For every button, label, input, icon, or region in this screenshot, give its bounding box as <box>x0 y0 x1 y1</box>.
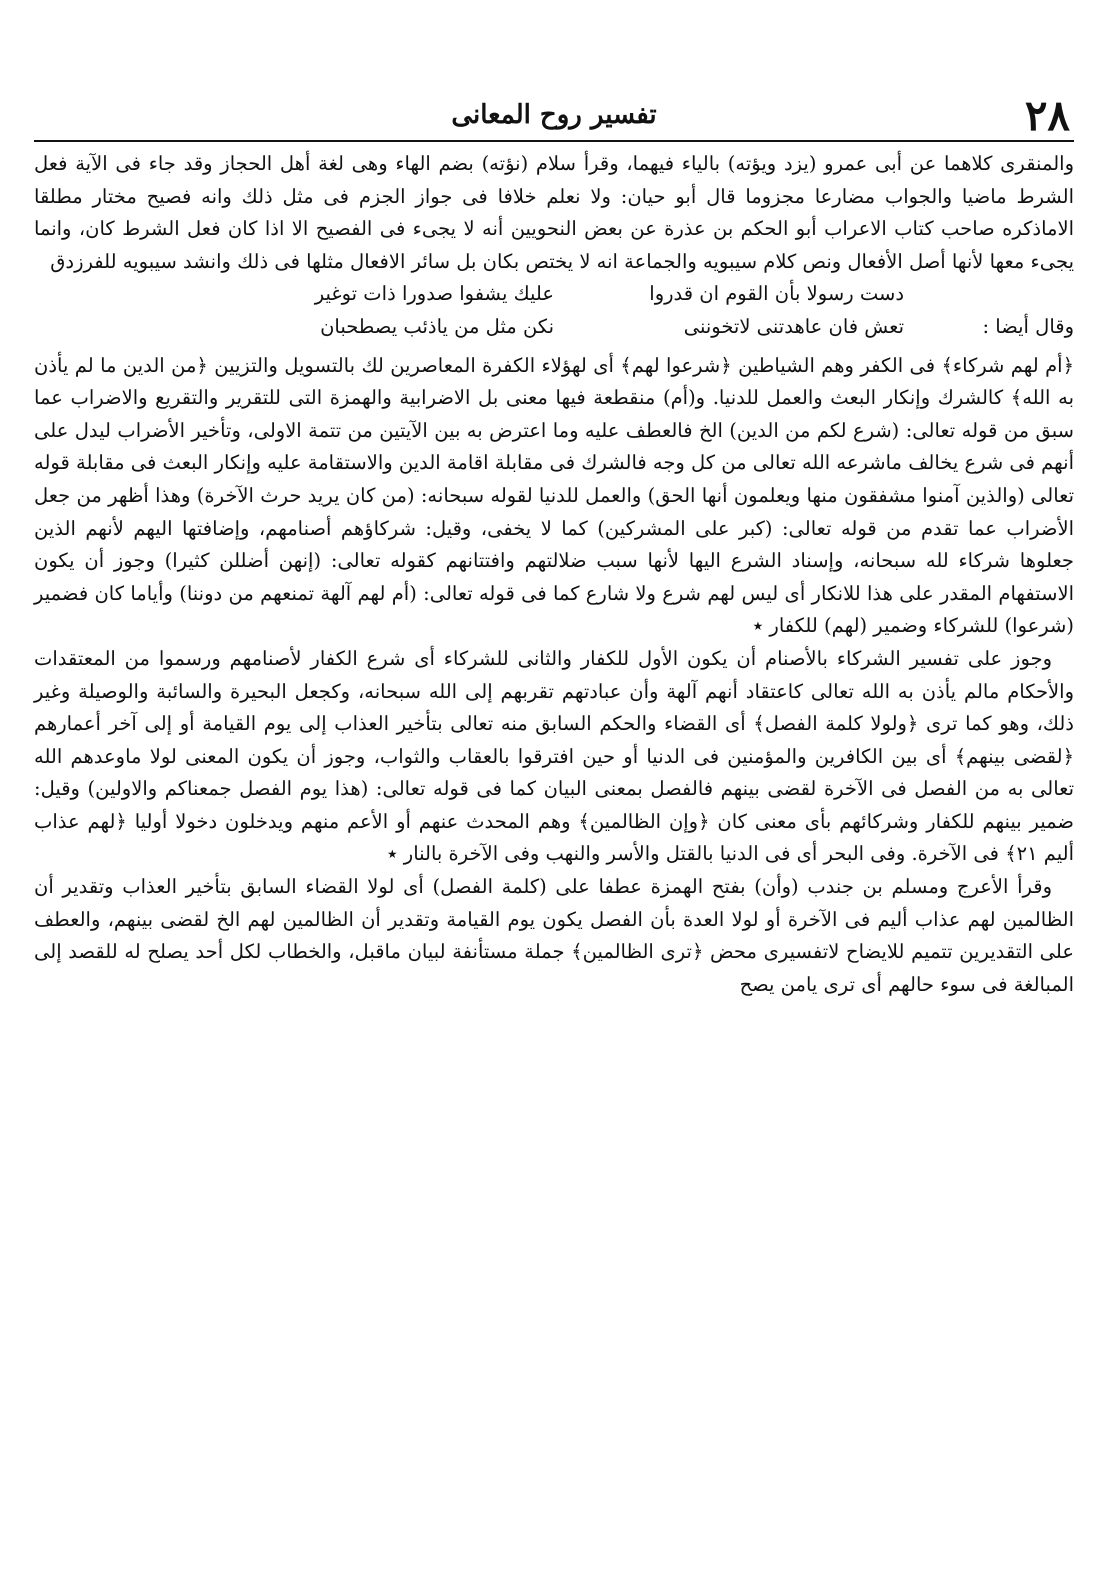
verse-first-hemistich: تعش فان عاهدتنى لاتخوننى <box>683 314 904 338</box>
verse-second-hemistich: عليك يشفوا صدورا ذات توغير <box>314 282 554 306</box>
paragraph-idols-interpretation: وجوز على تفسير الشركاء بالأصنام أن يكون الأول للكفار والثانى للشركاء أى شرع الكفار لأصنامهم ورسموا من المعتقدات والأحكام مالم يأذن به الله تعالى كاعتقاد أنهم آلهة وأن عبادتهم تقربهم إلى الله سبحانه، وكجعل البحيرة والسائبة والوصيلة وغير ذلك، وهو كما ترى ﴿ولولا كلمة الفصل﴾ أى القضاء والحكم السابق منه تعالى بتأخير العذاب إلى يوم القيامة أو إلى آخر أعمارهم ﴿لقضى بينهم﴾ أى بين الكافرين والمؤمنين فى الدنيا أو حين افترقوا بالعقاب والثواب، وجوز أن يكون المعنى لولا ماوعدهم الله تعالى به من الفصل فى الآخرة لقضى بينهم فالفصل بمعنى البيان كما فى قوله تعالى: (هذا يوم الفصل جمعناكم والاولين) وقيل: ضمير بينهم للكفار وشركائهم بأى معنى كان ﴿وإن الظالمين﴾ وهم المحدث عنهم أو الأعم منهم ويدخلون دخولا أوليا ﴿لهم عذاب أليم ٢١﴾ فى الآخرة. وفى البحر أى فى الدنيا بالقتل والأسر والنهب وفى الآخرة بالنار ٭ <box>34 646 1074 866</box>
book-page <box>34 92 1074 1552</box>
paragraph-grammar-discussion: والمنقرى كلاهما عن أبى عمرو (يزد ويؤته) بالياء فيهما، وقرأ سلام (نؤته) بضم الهاء وهى لغة أهل الحجاز وقد جاء فى الآية فعل الشرط ماضيا والجواب مضارعا مجزوما قال أبو حيان: ولا نعلم خلافا فى جواز الجزم فى مثل ذلك وانه فصيح مختار مطلقا الاماذكره صاحب كتاب الاعراب أبو الحكم بن عذرة عن بعض النحويين أنه لا يجىء فى الفصيح الا اذا كان فعل الشرط كان، وانما يجىء معها لأنها أصل الأفعال ونص كلام سيبويه والجماعة انه لا يختص بكان بل سائر الافعال مثلها فى ذلك وانشد سيبويه للفرزدق <box>34 152 1074 273</box>
page-number: ٢٨ <box>1024 91 1070 140</box>
verse-intro: وقال أيضا : <box>982 314 1074 338</box>
paragraph-variant-reading: وقرأ الأعرج ومسلم بن جندب (وأن) بفتح الهمزة عطفا على (كلمة الفصل) أى لولا القضاء السابق بتأخير العذاب وتقدير أن الظالمين لهم عذاب أليم فى الآخرة أو لولا العدة بأن الفصل يكون يوم القيامة وتقدير أن الظالمين لهم الخ لقضى بينهم، والعطف على التقديرين تتميم للايضاح لاتفسيرى محض ﴿ترى الظالمين﴾ جملة مستأنفة لبيان ماقبل، والخطاب لكل أحد يصلح له للقصد إلى المبالغة فى سوء حالهم أى ترى يامن يصح <box>34 875 1074 996</box>
poem-verse <box>34 278 1074 311</box>
verse-second-hemistich: نكن مثل من ياذئب يصطحبان <box>320 314 554 338</box>
verse-first-hemistich: دست رسولا بأن القوم ان قدروا <box>649 282 904 306</box>
poem-verse <box>34 311 1074 344</box>
page-header <box>34 92 1074 142</box>
page-body <box>34 148 1074 1001</box>
running-title: تفسير روح المعانى <box>451 100 657 130</box>
paragraph-partners-tafsir: ﴿أم لهم شركاء﴾ فى الكفر وهم الشياطين ﴿شرعوا لهم﴾ أى لهؤلاء الكفرة المعاصرين لك بالتسويل والتزيين ﴿من الدين ما لم يأذن به الله﴾ كالشرك وإنكار البعث والعمل للدنيا. و(أم) منقطعة فيها معنى بل الاضرابية والهمزة التى للتقرير والتقريع والاضراب عما سبق من قوله تعالى: (شرع لكم من الدين) الخ فالعطف عليه وما اعترض به بين الآيتين من تتمة الاولى، وتأخير الأضراب ليدل على أنهم فى شرع يخالف ماشرعه الله تعالى من كل وجه فالشرك فى مقابلة اقامة الدين والاستقامة عليه وإنكار البعث فى مقابلة قوله تعالى (والذين آمنوا مشفقون منها ويعلمون أنها الحق) والعمل للدنيا لقوله سبحانه: (من كان يريد حرث الآخرة) وهذا أظهر من جعل الأضراب عما تقدم من قوله تعالى: (كبر على المشركين) كما لا يخفى، وقيل: شركاؤهم أصنامهم، وإضافتها اليهم لأنهم الذين جعلوها شركاء لله سبحانه، وإسناد الشرع اليها لأنها سبب ضلالتهم وافتتانهم كقوله تعالى: (إنهن أضللن كثيرا) وجوز أن يكون الاستفهام المقدر على هذا للانكار أى ليس لهم شرع ولا شارع كما فى قوله تعالى: (أم لهم آلهة تمنعهم من دوننا) وأياما كان فضمير (شرعوا) للشركاء وضمير (لهم) للكفار ٭ <box>34 353 1074 638</box>
